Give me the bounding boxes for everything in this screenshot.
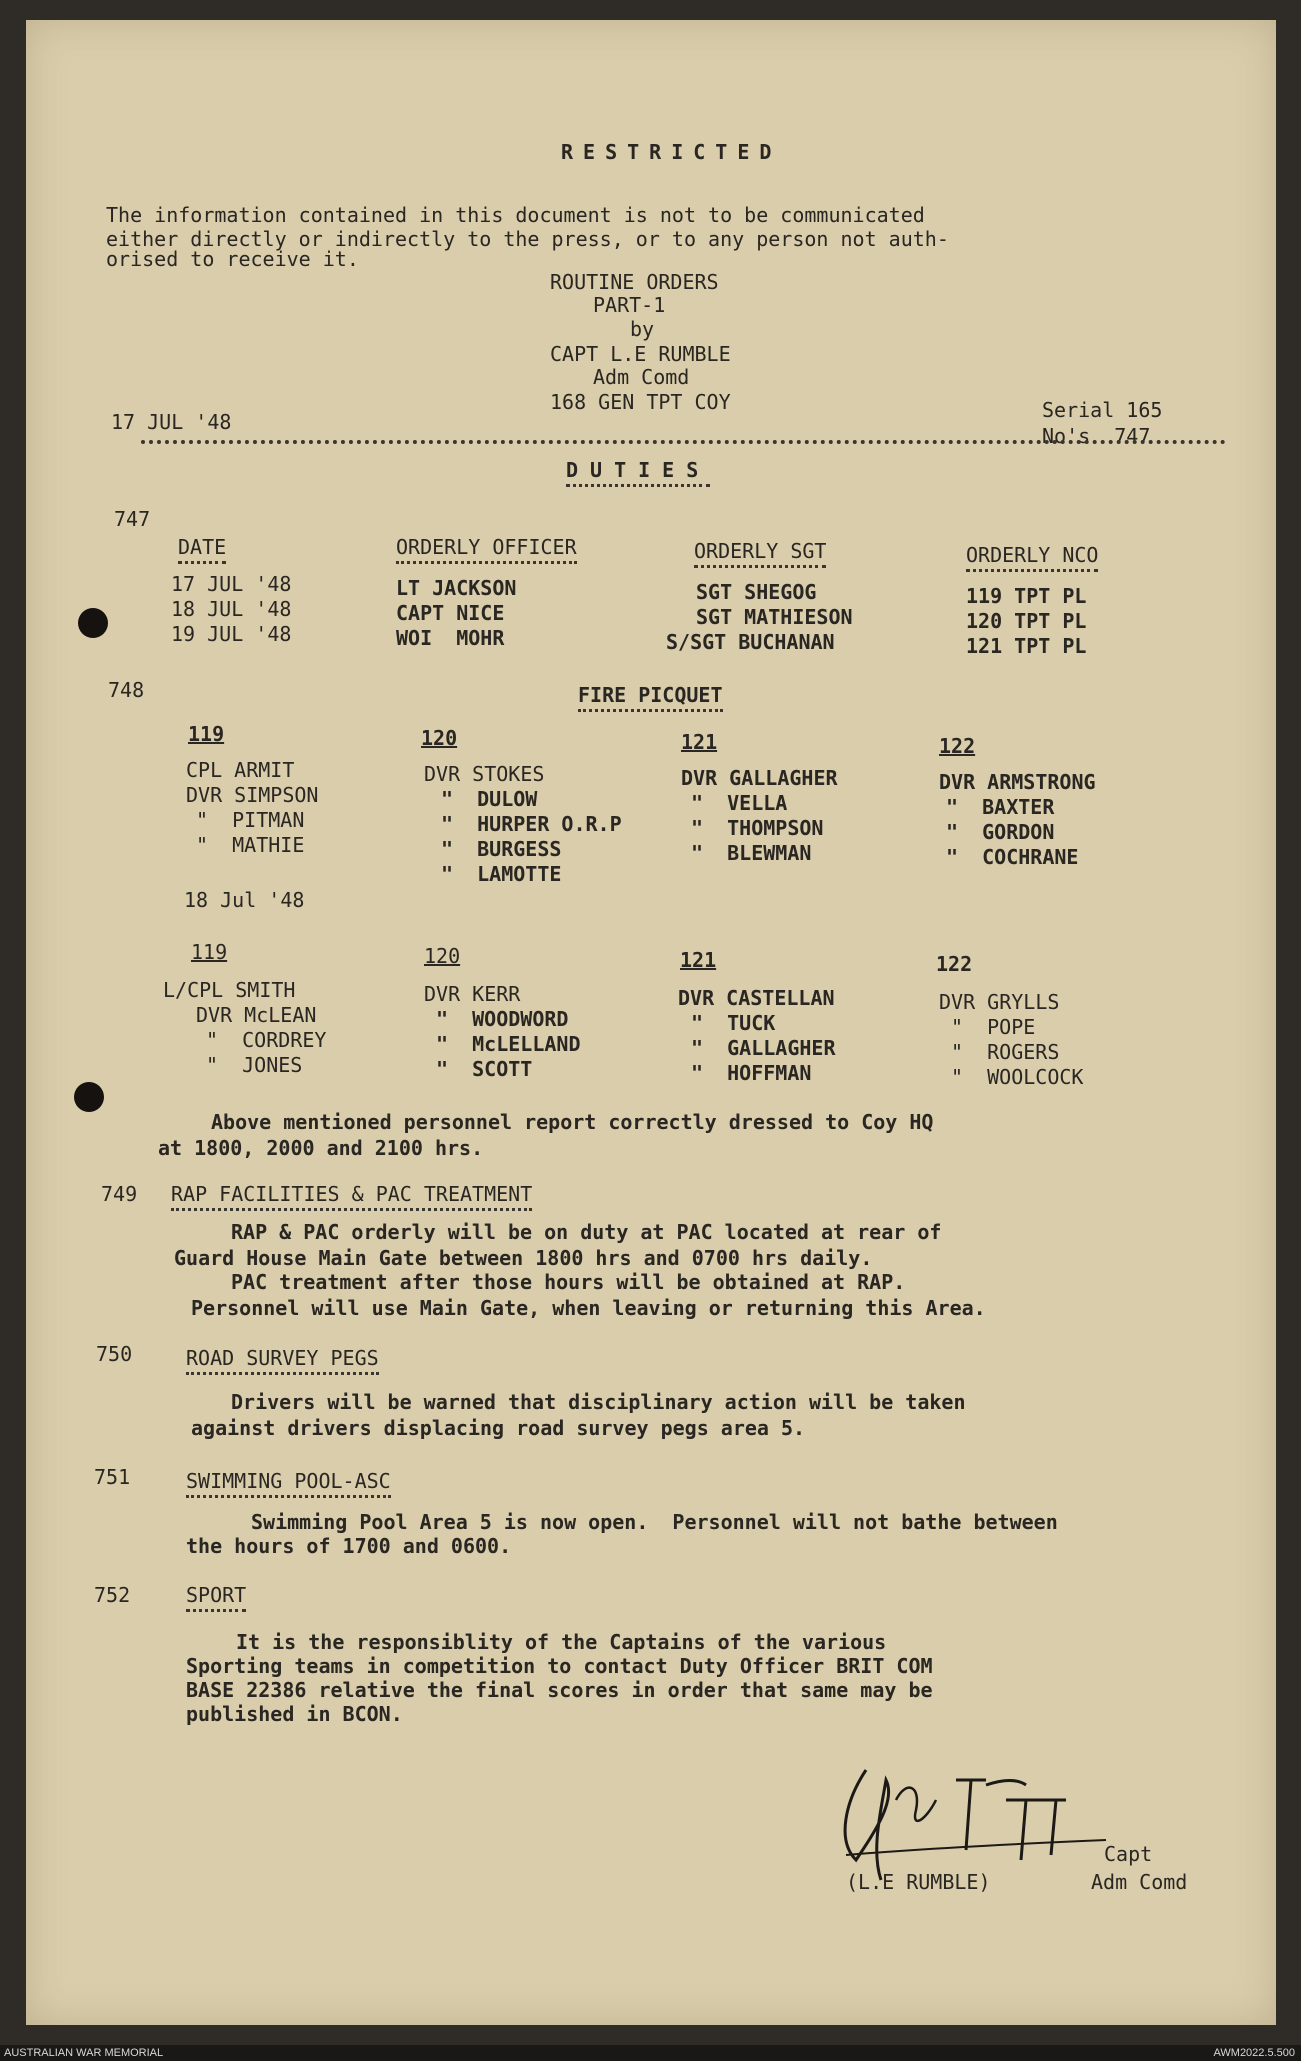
platoon-number: 119 (188, 722, 225, 746)
notice-line: either directly or indirectly to the press, or to any person not auth- (106, 227, 949, 251)
duties-cell: SGT SHEGOG (696, 580, 817, 604)
picquet-name: " TUCK (691, 1011, 776, 1035)
platoon-number: 119 (191, 940, 228, 964)
order-text: It is the responsiblity of the Captains of the various (236, 1630, 887, 1654)
platoon-number: 122 (939, 734, 976, 758)
picquet-note: Above mentioned personnel report correctly dressed to Coy HQ (211, 1110, 934, 1134)
picquet-name: DVR STOKES (424, 762, 545, 786)
picquet-name: CPL ARMIT (186, 758, 295, 782)
separator-line (141, 440, 1226, 444)
order-text: published in BCON. (186, 1702, 403, 1726)
punch-hole (78, 608, 108, 638)
order-text: PAC treatment after those hours will be obtained at RAP. (231, 1270, 906, 1294)
title-line: 168 GEN TPT COY (550, 390, 731, 414)
picquet-name: " HOFFMAN (691, 1061, 812, 1085)
order-number: 751 (94, 1465, 131, 1489)
signature-rank: Capt (1104, 1842, 1153, 1866)
order-number: 752 (94, 1583, 131, 1607)
order-heading: RAP FACILITIES & PAC TREATMENT (171, 1182, 532, 1211)
picquet-name: " GORDON (946, 820, 1055, 844)
duties-cell: CAPT NICE (396, 601, 505, 625)
platoon-number: 121 (681, 730, 718, 754)
title-line: CAPT L.E RUMBLE (550, 342, 731, 366)
picquet-name: " VELLA (691, 791, 788, 815)
order-text: Personnel will use Main Gate, when leaving or returning this Area. (191, 1296, 986, 1320)
punch-hole (74, 1082, 104, 1112)
order-text: Guard House Main Gate between 1800 hrs and 0700 hrs daily. (174, 1246, 873, 1270)
nos-range: No's 747 (1042, 424, 1151, 448)
order-text: Sporting teams in competition to contact Duty Officer BRIT COM (186, 1654, 933, 1678)
picquet-name: DVR GRYLLS (939, 990, 1060, 1014)
title-line: ROUTINE ORDERS (550, 270, 719, 294)
order-heading: ROAD SURVEY PEGS (186, 1346, 379, 1375)
picquet-name: " SCOTT (436, 1057, 533, 1081)
picquet-name: " BAXTER (946, 795, 1055, 819)
picquet-name: DVR GALLAGHER (681, 766, 838, 790)
picquet-name: " THOMPSON (691, 816, 824, 840)
archive-footer (0, 2045, 1301, 2061)
picquet-name: " DULOW (441, 787, 538, 811)
duties-col-date: DATE (178, 535, 226, 564)
duties-cell: 121 TPT PL (966, 634, 1087, 658)
picquet-name: " BURGESS (441, 837, 562, 861)
duties-cell: WOI MOHR (396, 626, 505, 650)
picquet-name: " MATHIE (196, 833, 305, 857)
order-text: Drivers will be warned that disciplinary action will be taken (231, 1390, 966, 1414)
duties-cell: LT JACKSON (396, 576, 517, 600)
order-number: 749 (101, 1182, 138, 1206)
picquet-name: " WOOLCOCK (951, 1065, 1084, 1089)
picquet-name: DVR ARMSTRONG (939, 770, 1096, 794)
duties-cell: SGT MATHIESON (696, 605, 853, 629)
fire-picquet-heading: FIRE PICQUET (578, 683, 723, 712)
duties-col-nco: ORDERLY NCO (966, 543, 1098, 572)
duties-cell: 120 TPT PL (966, 609, 1087, 633)
platoon-number: 121 (680, 948, 717, 972)
picquet-name: " PITMAN (196, 808, 305, 832)
serial-number: Serial 165 (1042, 398, 1163, 422)
classification-heading: RESTRICTED (561, 140, 782, 164)
picquet-name: " McLELLAND (436, 1032, 581, 1056)
picquet-name: DVR CASTELLAN (678, 986, 835, 1010)
picquet-name: " LAMOTTE (441, 862, 562, 886)
footer-institution: AUSTRALIAN WAR MEMORIAL (4, 2047, 164, 2059)
picquet-name: " GALLAGHER (691, 1036, 836, 1060)
duties-cell: 18 JUL '48 (171, 597, 292, 621)
duties-col-officer: ORDERLY OFFICER (396, 535, 577, 564)
picquet-name: " COCHRANE (946, 845, 1079, 869)
duties-cell: 19 JUL '48 (171, 622, 292, 646)
platoon-number: 120 (424, 944, 461, 968)
signature-name: (L.E RUMBLE) (846, 1870, 991, 1894)
order-heading: SPORT (186, 1583, 246, 1612)
order-number: 748 (108, 678, 145, 702)
platoon-number: 120 (421, 726, 458, 750)
document-page (26, 20, 1276, 2025)
picquet-name: " ROGERS (951, 1040, 1060, 1064)
duties-cell: 119 TPT PL (966, 584, 1087, 608)
picquet-note: at 1800, 2000 and 2100 hrs. (158, 1136, 484, 1160)
picquet-name: " WOODWORD (436, 1007, 569, 1031)
order-text: the hours of 1700 and 0600. (186, 1534, 512, 1558)
order-text: BASE 22386 relative the final scores in order that same may be (186, 1678, 933, 1702)
duties-cell: 17 JUL '48 (171, 572, 292, 596)
order-date: 17 JUL '48 (111, 410, 232, 434)
notice-line: The information contained in this document is not to be communicated (106, 203, 925, 227)
order-text: Swimming Pool Area 5 is now open. Personnel will not bathe between (251, 1510, 1058, 1534)
handwritten-signature (826, 1740, 1146, 1890)
order-text: against drivers displacing road survey pegs area 5. (191, 1416, 806, 1440)
duties-heading: DUTIES (566, 458, 710, 487)
title-line: by (630, 317, 655, 341)
picquet-name: DVR KERR (424, 982, 521, 1006)
platoon-number: 122 (936, 952, 973, 976)
notice-line: orised to receive it. (106, 247, 359, 271)
title-line: PART-1 (593, 293, 666, 317)
picquet-name: " CORDREY (206, 1028, 327, 1052)
picquet-name: L/CPL SMITH (163, 978, 296, 1002)
picquet-name: DVR SIMPSON (186, 783, 319, 807)
picquet-name: DVR McLEAN (196, 1003, 317, 1027)
picquet-name: " HURPER O.R.P (441, 812, 622, 836)
signature-role: Adm Comd (1091, 1870, 1188, 1894)
order-number: 747 (114, 507, 151, 531)
order-number: 750 (96, 1342, 133, 1366)
duties-col-sgt: ORDERLY SGT (694, 539, 826, 568)
picquet-date: 18 Jul '48 (184, 888, 305, 912)
picquet-name: " BLEWMAN (691, 841, 812, 865)
duties-cell: S/SGT BUCHANAN (666, 630, 835, 654)
title-line: Adm Comd (593, 365, 690, 389)
order-text: RAP & PAC orderly will be on duty at PAC located at rear of (231, 1220, 942, 1244)
picquet-name: " JONES (206, 1053, 303, 1077)
footer-accession: AWM2022.5.500 (1213, 2047, 1295, 2059)
picquet-name: " POPE (951, 1015, 1036, 1039)
order-heading: SWIMMING POOL-ASC (186, 1469, 391, 1498)
